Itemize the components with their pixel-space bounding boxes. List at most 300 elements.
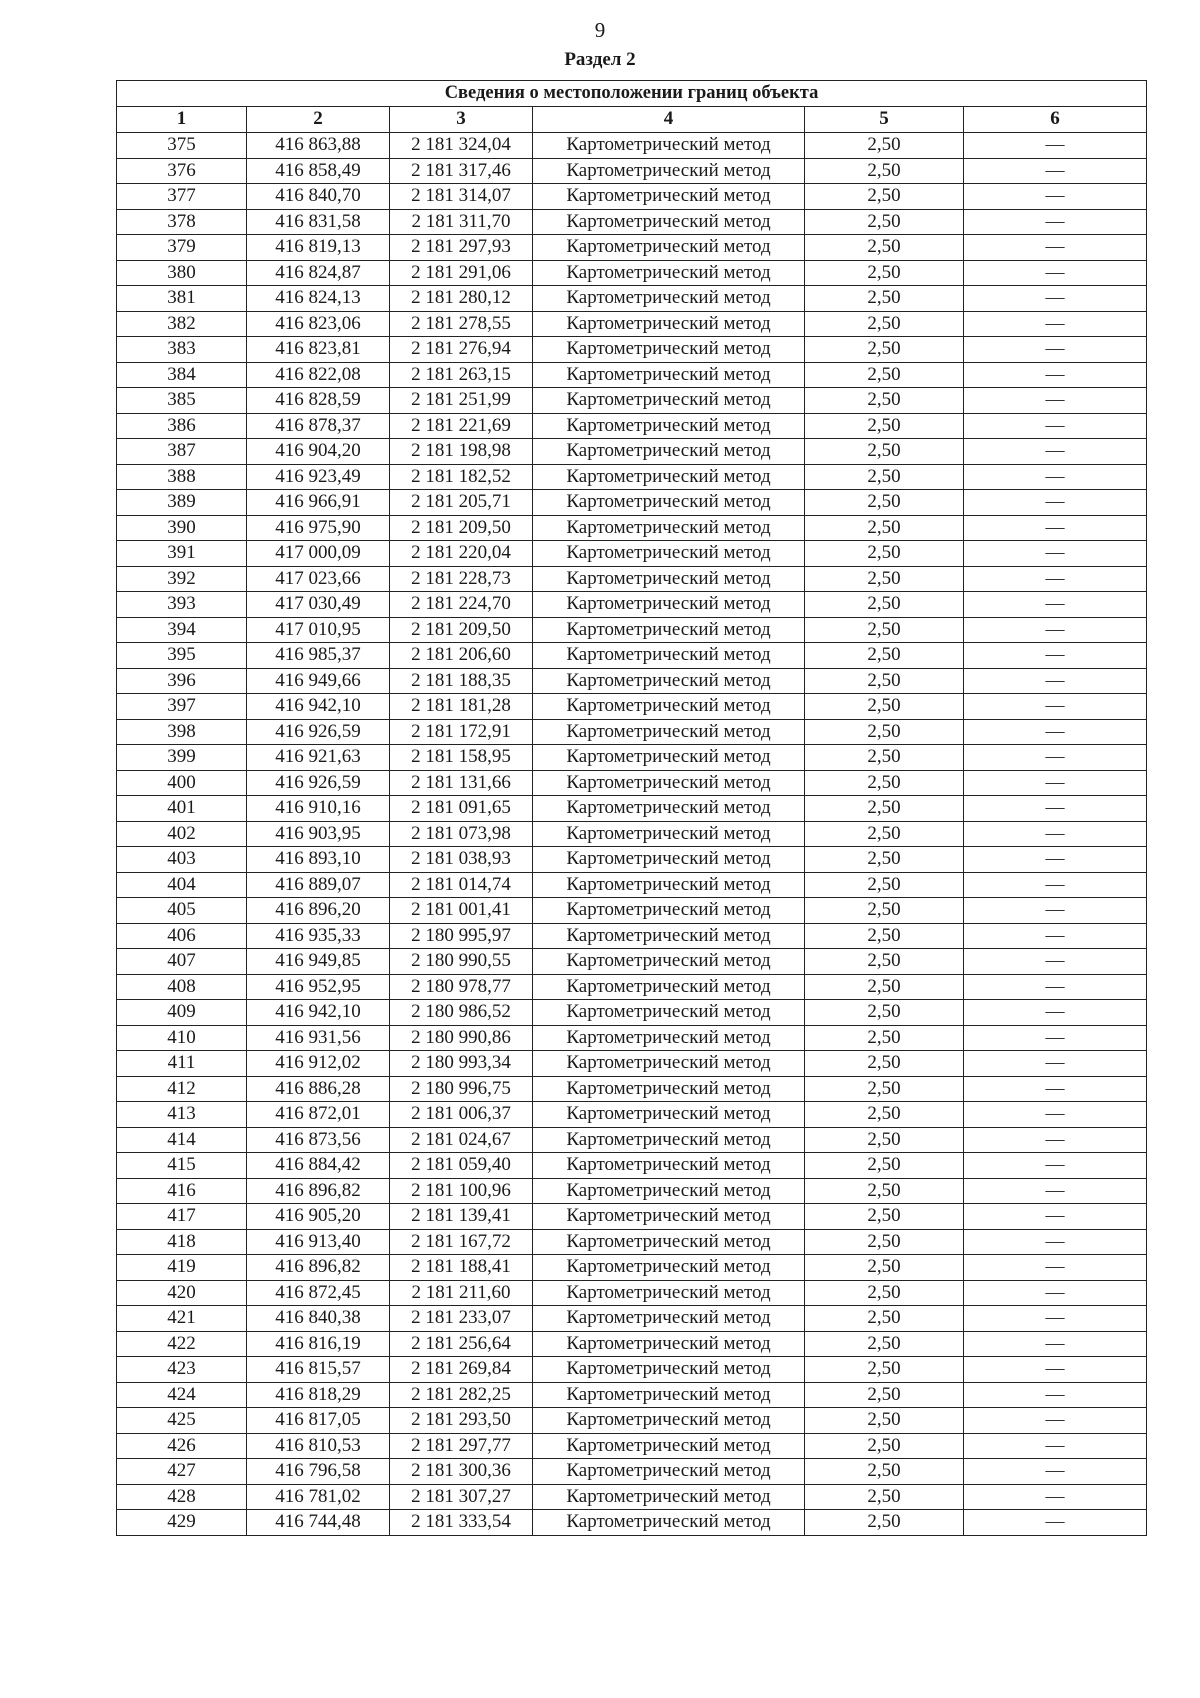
x-coordinate-cell: 416 824,13 bbox=[247, 286, 390, 312]
point-number-cell: 402 bbox=[117, 821, 247, 847]
x-coordinate-cell: 416 886,28 bbox=[247, 1076, 390, 1102]
method-cell: Картометрический метод bbox=[533, 617, 805, 643]
accuracy-cell: 2,50 bbox=[805, 1357, 964, 1383]
description-cell: — bbox=[964, 362, 1147, 388]
table-row bbox=[117, 770, 1147, 796]
accuracy-cell: 2,50 bbox=[805, 745, 964, 771]
description-cell: — bbox=[964, 1331, 1147, 1357]
accuracy-cell: 2,50 bbox=[805, 1280, 964, 1306]
accuracy-cell: 2,50 bbox=[805, 337, 964, 363]
point-number-cell: 395 bbox=[117, 643, 247, 669]
description-cell: — bbox=[964, 1357, 1147, 1383]
accuracy-cell: 2,50 bbox=[805, 566, 964, 592]
table-row bbox=[117, 694, 1147, 720]
point-number-cell: 383 bbox=[117, 337, 247, 363]
point-number-cell: 404 bbox=[117, 872, 247, 898]
point-number-cell: 381 bbox=[117, 286, 247, 312]
method-cell: Картометрический метод bbox=[533, 209, 805, 235]
x-coordinate-cell: 416 781,02 bbox=[247, 1484, 390, 1510]
y-coordinate-cell: 2 181 014,74 bbox=[390, 872, 533, 898]
method-cell: Картометрический метод bbox=[533, 1025, 805, 1051]
description-cell: — bbox=[964, 949, 1147, 975]
y-coordinate-cell: 2 181 263,15 bbox=[390, 362, 533, 388]
column-number: 6 bbox=[964, 107, 1147, 133]
accuracy-cell: 2,50 bbox=[805, 668, 964, 694]
x-coordinate-cell: 416 818,29 bbox=[247, 1382, 390, 1408]
x-coordinate-cell: 417 010,95 bbox=[247, 617, 390, 643]
method-cell: Картометрический метод bbox=[533, 745, 805, 771]
method-cell: Картометрический метод bbox=[533, 949, 805, 975]
description-cell: — bbox=[964, 770, 1147, 796]
y-coordinate-cell: 2 181 278,55 bbox=[390, 311, 533, 337]
x-coordinate-cell: 416 823,81 bbox=[247, 337, 390, 363]
point-number-cell: 379 bbox=[117, 235, 247, 261]
column-number: 5 bbox=[805, 107, 964, 133]
description-cell: — bbox=[964, 1382, 1147, 1408]
table-row bbox=[117, 1382, 1147, 1408]
description-cell: — bbox=[964, 209, 1147, 235]
x-coordinate-cell: 416 873,56 bbox=[247, 1127, 390, 1153]
accuracy-cell: 2,50 bbox=[805, 133, 964, 159]
boundary-coordinates-table bbox=[116, 80, 1147, 1536]
method-cell: Картометрический метод bbox=[533, 1408, 805, 1434]
point-number-cell: 416 bbox=[117, 1178, 247, 1204]
accuracy-cell: 2,50 bbox=[805, 1178, 964, 1204]
method-cell: Картометрический метод bbox=[533, 286, 805, 312]
description-cell: — bbox=[964, 1408, 1147, 1434]
table-row bbox=[117, 1510, 1147, 1536]
accuracy-cell: 2,50 bbox=[805, 592, 964, 618]
x-coordinate-cell: 416 796,58 bbox=[247, 1459, 390, 1485]
x-coordinate-cell: 416 942,10 bbox=[247, 1000, 390, 1026]
description-cell: — bbox=[964, 388, 1147, 414]
y-coordinate-cell: 2 180 990,55 bbox=[390, 949, 533, 975]
point-number-cell: 409 bbox=[117, 1000, 247, 1026]
x-coordinate-cell: 416 896,82 bbox=[247, 1178, 390, 1204]
table-row bbox=[117, 1153, 1147, 1179]
description-cell: — bbox=[964, 719, 1147, 745]
x-coordinate-cell: 416 823,06 bbox=[247, 311, 390, 337]
description-cell: — bbox=[964, 668, 1147, 694]
accuracy-cell: 2,50 bbox=[805, 1153, 964, 1179]
method-cell: Картометрический метод bbox=[533, 133, 805, 159]
accuracy-cell: 2,50 bbox=[805, 235, 964, 261]
accuracy-cell: 2,50 bbox=[805, 209, 964, 235]
table-row bbox=[117, 1331, 1147, 1357]
method-cell: Картометрический метод bbox=[533, 668, 805, 694]
point-number-cell: 397 bbox=[117, 694, 247, 720]
table-row bbox=[117, 184, 1147, 210]
method-cell: Картометрический метод bbox=[533, 1382, 805, 1408]
accuracy-cell: 2,50 bbox=[805, 1382, 964, 1408]
point-number-cell: 427 bbox=[117, 1459, 247, 1485]
y-coordinate-cell: 2 181 211,60 bbox=[390, 1280, 533, 1306]
x-coordinate-cell: 416 912,02 bbox=[247, 1051, 390, 1077]
y-coordinate-cell: 2 181 233,07 bbox=[390, 1306, 533, 1332]
table-row bbox=[117, 388, 1147, 414]
x-coordinate-cell: 416 744,48 bbox=[247, 1510, 390, 1536]
accuracy-cell: 2,50 bbox=[805, 1102, 964, 1128]
point-number-cell: 426 bbox=[117, 1433, 247, 1459]
method-cell: Картометрический метод bbox=[533, 1255, 805, 1281]
table-row bbox=[117, 439, 1147, 465]
accuracy-cell: 2,50 bbox=[805, 1204, 964, 1230]
method-cell: Картометрический метод bbox=[533, 1000, 805, 1026]
y-coordinate-cell: 2 181 024,67 bbox=[390, 1127, 533, 1153]
method-cell: Картометрический метод bbox=[533, 1306, 805, 1332]
table-row bbox=[117, 1229, 1147, 1255]
table-row bbox=[117, 1102, 1147, 1128]
page-number: 9 bbox=[594, 18, 606, 42]
y-coordinate-cell: 2 181 100,96 bbox=[390, 1178, 533, 1204]
method-cell: Картометрический метод bbox=[533, 1459, 805, 1485]
table-row bbox=[117, 617, 1147, 643]
description-cell: — bbox=[964, 260, 1147, 286]
accuracy-cell: 2,50 bbox=[805, 1127, 964, 1153]
description-cell: — bbox=[964, 1280, 1147, 1306]
x-coordinate-cell: 416 819,13 bbox=[247, 235, 390, 261]
point-number-cell: 424 bbox=[117, 1382, 247, 1408]
description-cell: — bbox=[964, 133, 1147, 159]
accuracy-cell: 2,50 bbox=[805, 821, 964, 847]
y-coordinate-cell: 2 181 276,94 bbox=[390, 337, 533, 363]
accuracy-cell: 2,50 bbox=[805, 1459, 964, 1485]
y-coordinate-cell: 2 181 206,60 bbox=[390, 643, 533, 669]
x-coordinate-cell: 416 828,59 bbox=[247, 388, 390, 414]
point-number-cell: 425 bbox=[117, 1408, 247, 1434]
accuracy-cell: 2,50 bbox=[805, 1025, 964, 1051]
point-number-cell: 375 bbox=[117, 133, 247, 159]
x-coordinate-cell: 416 949,66 bbox=[247, 668, 390, 694]
method-cell: Картометрический метод bbox=[533, 1484, 805, 1510]
description-cell: — bbox=[964, 235, 1147, 261]
point-number-cell: 423 bbox=[117, 1357, 247, 1383]
accuracy-cell: 2,50 bbox=[805, 541, 964, 567]
y-coordinate-cell: 2 181 311,70 bbox=[390, 209, 533, 235]
y-coordinate-cell: 2 181 188,41 bbox=[390, 1255, 533, 1281]
table-row bbox=[117, 1000, 1147, 1026]
description-cell: — bbox=[964, 1229, 1147, 1255]
accuracy-cell: 2,50 bbox=[805, 1229, 964, 1255]
x-coordinate-cell: 416 863,88 bbox=[247, 133, 390, 159]
table-row bbox=[117, 1076, 1147, 1102]
table-row bbox=[117, 1051, 1147, 1077]
point-number-cell: 428 bbox=[117, 1484, 247, 1510]
table-row bbox=[117, 1127, 1147, 1153]
table-row bbox=[117, 847, 1147, 873]
y-coordinate-cell: 2 181 001,41 bbox=[390, 898, 533, 924]
accuracy-cell: 2,50 bbox=[805, 1051, 964, 1077]
description-cell: — bbox=[964, 821, 1147, 847]
accuracy-cell: 2,50 bbox=[805, 719, 964, 745]
accuracy-cell: 2,50 bbox=[805, 923, 964, 949]
method-cell: Картометрический метод bbox=[533, 1280, 805, 1306]
point-number-cell: 385 bbox=[117, 388, 247, 414]
point-number-cell: 394 bbox=[117, 617, 247, 643]
description-cell: — bbox=[964, 490, 1147, 516]
accuracy-cell: 2,50 bbox=[805, 362, 964, 388]
y-coordinate-cell: 2 181 172,91 bbox=[390, 719, 533, 745]
method-cell: Картометрический метод bbox=[533, 821, 805, 847]
point-number-cell: 400 bbox=[117, 770, 247, 796]
description-cell: — bbox=[964, 796, 1147, 822]
method-cell: Картометрический метод bbox=[533, 413, 805, 439]
point-number-cell: 401 bbox=[117, 796, 247, 822]
point-number-cell: 388 bbox=[117, 464, 247, 490]
y-coordinate-cell: 2 181 091,65 bbox=[390, 796, 533, 822]
table-row bbox=[117, 158, 1147, 184]
description-cell: — bbox=[964, 1204, 1147, 1230]
accuracy-cell: 2,50 bbox=[805, 1306, 964, 1332]
method-cell: Картометрический метод bbox=[533, 260, 805, 286]
y-coordinate-cell: 2 181 280,12 bbox=[390, 286, 533, 312]
description-cell: — bbox=[964, 1025, 1147, 1051]
x-coordinate-cell: 416 815,57 bbox=[247, 1357, 390, 1383]
x-coordinate-cell: 417 023,66 bbox=[247, 566, 390, 592]
x-coordinate-cell: 416 884,42 bbox=[247, 1153, 390, 1179]
point-number-cell: 411 bbox=[117, 1051, 247, 1077]
x-coordinate-cell: 416 896,82 bbox=[247, 1255, 390, 1281]
table-row bbox=[117, 872, 1147, 898]
method-cell: Картометрический метод bbox=[533, 1331, 805, 1357]
accuracy-cell: 2,50 bbox=[805, 184, 964, 210]
method-cell: Картометрический метод bbox=[533, 1510, 805, 1536]
description-cell: — bbox=[964, 1459, 1147, 1485]
table-row bbox=[117, 311, 1147, 337]
table-caption-row bbox=[117, 81, 1147, 107]
x-coordinate-cell: 416 931,56 bbox=[247, 1025, 390, 1051]
x-coordinate-cell: 416 889,07 bbox=[247, 872, 390, 898]
y-coordinate-cell: 2 181 297,77 bbox=[390, 1433, 533, 1459]
accuracy-cell: 2,50 bbox=[805, 949, 964, 975]
accuracy-cell: 2,50 bbox=[805, 1433, 964, 1459]
description-cell: — bbox=[964, 1484, 1147, 1510]
y-coordinate-cell: 2 181 307,27 bbox=[390, 1484, 533, 1510]
method-cell: Картометрический метод bbox=[533, 439, 805, 465]
y-coordinate-cell: 2 181 209,50 bbox=[390, 617, 533, 643]
method-cell: Картометрический метод bbox=[533, 1076, 805, 1102]
description-cell: — bbox=[964, 592, 1147, 618]
method-cell: Картометрический метод bbox=[533, 388, 805, 414]
y-coordinate-cell: 2 181 297,93 bbox=[390, 235, 533, 261]
y-coordinate-cell: 2 181 205,71 bbox=[390, 490, 533, 516]
method-cell: Картометрический метод bbox=[533, 541, 805, 567]
method-cell: Картометрический метод bbox=[533, 719, 805, 745]
description-cell: — bbox=[964, 1433, 1147, 1459]
method-cell: Картометрический метод bbox=[533, 1051, 805, 1077]
y-coordinate-cell: 2 180 990,86 bbox=[390, 1025, 533, 1051]
method-cell: Картометрический метод bbox=[533, 464, 805, 490]
y-coordinate-cell: 2 181 333,54 bbox=[390, 1510, 533, 1536]
y-coordinate-cell: 2 180 993,34 bbox=[390, 1051, 533, 1077]
table-row bbox=[117, 923, 1147, 949]
table-row bbox=[117, 1408, 1147, 1434]
point-number-cell: 410 bbox=[117, 1025, 247, 1051]
table-row bbox=[117, 796, 1147, 822]
method-cell: Картометрический метод bbox=[533, 1178, 805, 1204]
table-row bbox=[117, 490, 1147, 516]
y-coordinate-cell: 2 181 209,50 bbox=[390, 515, 533, 541]
x-coordinate-cell: 416 910,16 bbox=[247, 796, 390, 822]
accuracy-cell: 2,50 bbox=[805, 1510, 964, 1536]
x-coordinate-cell: 416 903,95 bbox=[247, 821, 390, 847]
description-cell: — bbox=[964, 337, 1147, 363]
table-body bbox=[117, 133, 1147, 1536]
point-number-cell: 377 bbox=[117, 184, 247, 210]
x-coordinate-cell: 416 822,08 bbox=[247, 362, 390, 388]
point-number-cell: 393 bbox=[117, 592, 247, 618]
column-number: 1 bbox=[117, 107, 247, 133]
point-number-cell: 429 bbox=[117, 1510, 247, 1536]
accuracy-cell: 2,50 bbox=[805, 974, 964, 1000]
description-cell: — bbox=[964, 974, 1147, 1000]
description-cell: — bbox=[964, 694, 1147, 720]
y-coordinate-cell: 2 181 228,73 bbox=[390, 566, 533, 592]
description-cell: — bbox=[964, 1255, 1147, 1281]
method-cell: Картометрический метод bbox=[533, 796, 805, 822]
y-coordinate-cell: 2 181 314,07 bbox=[390, 184, 533, 210]
table-row bbox=[117, 413, 1147, 439]
table-row bbox=[117, 1306, 1147, 1332]
y-coordinate-cell: 2 181 300,36 bbox=[390, 1459, 533, 1485]
description-cell: — bbox=[964, 1051, 1147, 1077]
y-coordinate-cell: 2 181 198,98 bbox=[390, 439, 533, 465]
x-coordinate-cell: 416 905,20 bbox=[247, 1204, 390, 1230]
point-number-cell: 415 bbox=[117, 1153, 247, 1179]
method-cell: Картометрический метод bbox=[533, 1127, 805, 1153]
method-cell: Картометрический метод bbox=[533, 515, 805, 541]
point-number-cell: 421 bbox=[117, 1306, 247, 1332]
point-number-cell: 387 bbox=[117, 439, 247, 465]
table-row bbox=[117, 1204, 1147, 1230]
x-coordinate-cell: 416 966,91 bbox=[247, 490, 390, 516]
x-coordinate-cell: 416 824,87 bbox=[247, 260, 390, 286]
point-number-cell: 422 bbox=[117, 1331, 247, 1357]
table-row bbox=[117, 260, 1147, 286]
table-row bbox=[117, 1178, 1147, 1204]
description-cell: — bbox=[964, 439, 1147, 465]
x-coordinate-cell: 416 872,01 bbox=[247, 1102, 390, 1128]
accuracy-cell: 2,50 bbox=[805, 286, 964, 312]
y-coordinate-cell: 2 181 188,35 bbox=[390, 668, 533, 694]
point-number-cell: 391 bbox=[117, 541, 247, 567]
x-coordinate-cell: 416 913,40 bbox=[247, 1229, 390, 1255]
table-row bbox=[117, 362, 1147, 388]
method-cell: Картометрический метод bbox=[533, 923, 805, 949]
description-cell: — bbox=[964, 898, 1147, 924]
table-row bbox=[117, 566, 1147, 592]
table-row bbox=[117, 1280, 1147, 1306]
method-cell: Картометрический метод bbox=[533, 490, 805, 516]
point-number-cell: 420 bbox=[117, 1280, 247, 1306]
y-coordinate-cell: 2 181 182,52 bbox=[390, 464, 533, 490]
description-cell: — bbox=[964, 541, 1147, 567]
table-row bbox=[117, 209, 1147, 235]
description-cell: — bbox=[964, 566, 1147, 592]
description-cell: — bbox=[964, 847, 1147, 873]
method-cell: Картометрический метод bbox=[533, 1153, 805, 1179]
method-cell: Картометрический метод bbox=[533, 1102, 805, 1128]
accuracy-cell: 2,50 bbox=[805, 388, 964, 414]
description-cell: — bbox=[964, 158, 1147, 184]
x-coordinate-cell: 416 926,59 bbox=[247, 770, 390, 796]
y-coordinate-cell: 2 181 038,93 bbox=[390, 847, 533, 873]
description-cell: — bbox=[964, 515, 1147, 541]
method-cell: Картометрический метод bbox=[533, 1204, 805, 1230]
accuracy-cell: 2,50 bbox=[805, 1255, 964, 1281]
x-coordinate-cell: 416 817,05 bbox=[247, 1408, 390, 1434]
method-cell: Картометрический метод bbox=[533, 898, 805, 924]
method-cell: Картометрический метод bbox=[533, 362, 805, 388]
table-row bbox=[117, 1484, 1147, 1510]
description-cell: — bbox=[964, 923, 1147, 949]
x-coordinate-cell: 416 858,49 bbox=[247, 158, 390, 184]
table-row bbox=[117, 541, 1147, 567]
point-number-cell: 419 bbox=[117, 1255, 247, 1281]
x-coordinate-cell: 416 893,10 bbox=[247, 847, 390, 873]
x-coordinate-cell: 417 000,09 bbox=[247, 541, 390, 567]
y-coordinate-cell: 2 181 131,66 bbox=[390, 770, 533, 796]
x-coordinate-cell: 416 810,53 bbox=[247, 1433, 390, 1459]
method-cell: Картометрический метод bbox=[533, 235, 805, 261]
y-coordinate-cell: 2 181 256,64 bbox=[390, 1331, 533, 1357]
table-row bbox=[117, 464, 1147, 490]
table-row bbox=[117, 745, 1147, 771]
table-row bbox=[117, 974, 1147, 1000]
x-coordinate-cell: 416 985,37 bbox=[247, 643, 390, 669]
x-coordinate-cell: 416 831,58 bbox=[247, 209, 390, 235]
point-number-cell: 403 bbox=[117, 847, 247, 873]
table-row bbox=[117, 337, 1147, 363]
description-cell: — bbox=[964, 643, 1147, 669]
description-cell: — bbox=[964, 872, 1147, 898]
y-coordinate-cell: 2 181 221,69 bbox=[390, 413, 533, 439]
accuracy-cell: 2,50 bbox=[805, 311, 964, 337]
method-cell: Картометрический метод bbox=[533, 1229, 805, 1255]
table-row bbox=[117, 133, 1147, 159]
y-coordinate-cell: 2 180 986,52 bbox=[390, 1000, 533, 1026]
accuracy-cell: 2,50 bbox=[805, 1484, 964, 1510]
column-number-row bbox=[117, 107, 1147, 133]
column-number: 3 bbox=[390, 107, 533, 133]
method-cell: Картометрический метод bbox=[533, 770, 805, 796]
method-cell: Картометрический метод bbox=[533, 694, 805, 720]
table-caption: Сведения о местоположении границ объекта bbox=[117, 81, 1147, 107]
accuracy-cell: 2,50 bbox=[805, 694, 964, 720]
table-row bbox=[117, 1357, 1147, 1383]
accuracy-cell: 2,50 bbox=[805, 1331, 964, 1357]
accuracy-cell: 2,50 bbox=[805, 464, 964, 490]
accuracy-cell: 2,50 bbox=[805, 872, 964, 898]
y-coordinate-cell: 2 180 996,75 bbox=[390, 1076, 533, 1102]
accuracy-cell: 2,50 bbox=[805, 413, 964, 439]
x-coordinate-cell: 416 840,38 bbox=[247, 1306, 390, 1332]
y-coordinate-cell: 2 181 181,28 bbox=[390, 694, 533, 720]
point-number-cell: 399 bbox=[117, 745, 247, 771]
point-number-cell: 390 bbox=[117, 515, 247, 541]
accuracy-cell: 2,50 bbox=[805, 490, 964, 516]
y-coordinate-cell: 2 180 978,77 bbox=[390, 974, 533, 1000]
y-coordinate-cell: 2 181 059,40 bbox=[390, 1153, 533, 1179]
y-coordinate-cell: 2 181 167,72 bbox=[390, 1229, 533, 1255]
accuracy-cell: 2,50 bbox=[805, 898, 964, 924]
accuracy-cell: 2,50 bbox=[805, 439, 964, 465]
method-cell: Картометрический метод bbox=[533, 974, 805, 1000]
point-number-cell: 384 bbox=[117, 362, 247, 388]
point-number-cell: 406 bbox=[117, 923, 247, 949]
point-number-cell: 386 bbox=[117, 413, 247, 439]
y-coordinate-cell: 2 181 073,98 bbox=[390, 821, 533, 847]
